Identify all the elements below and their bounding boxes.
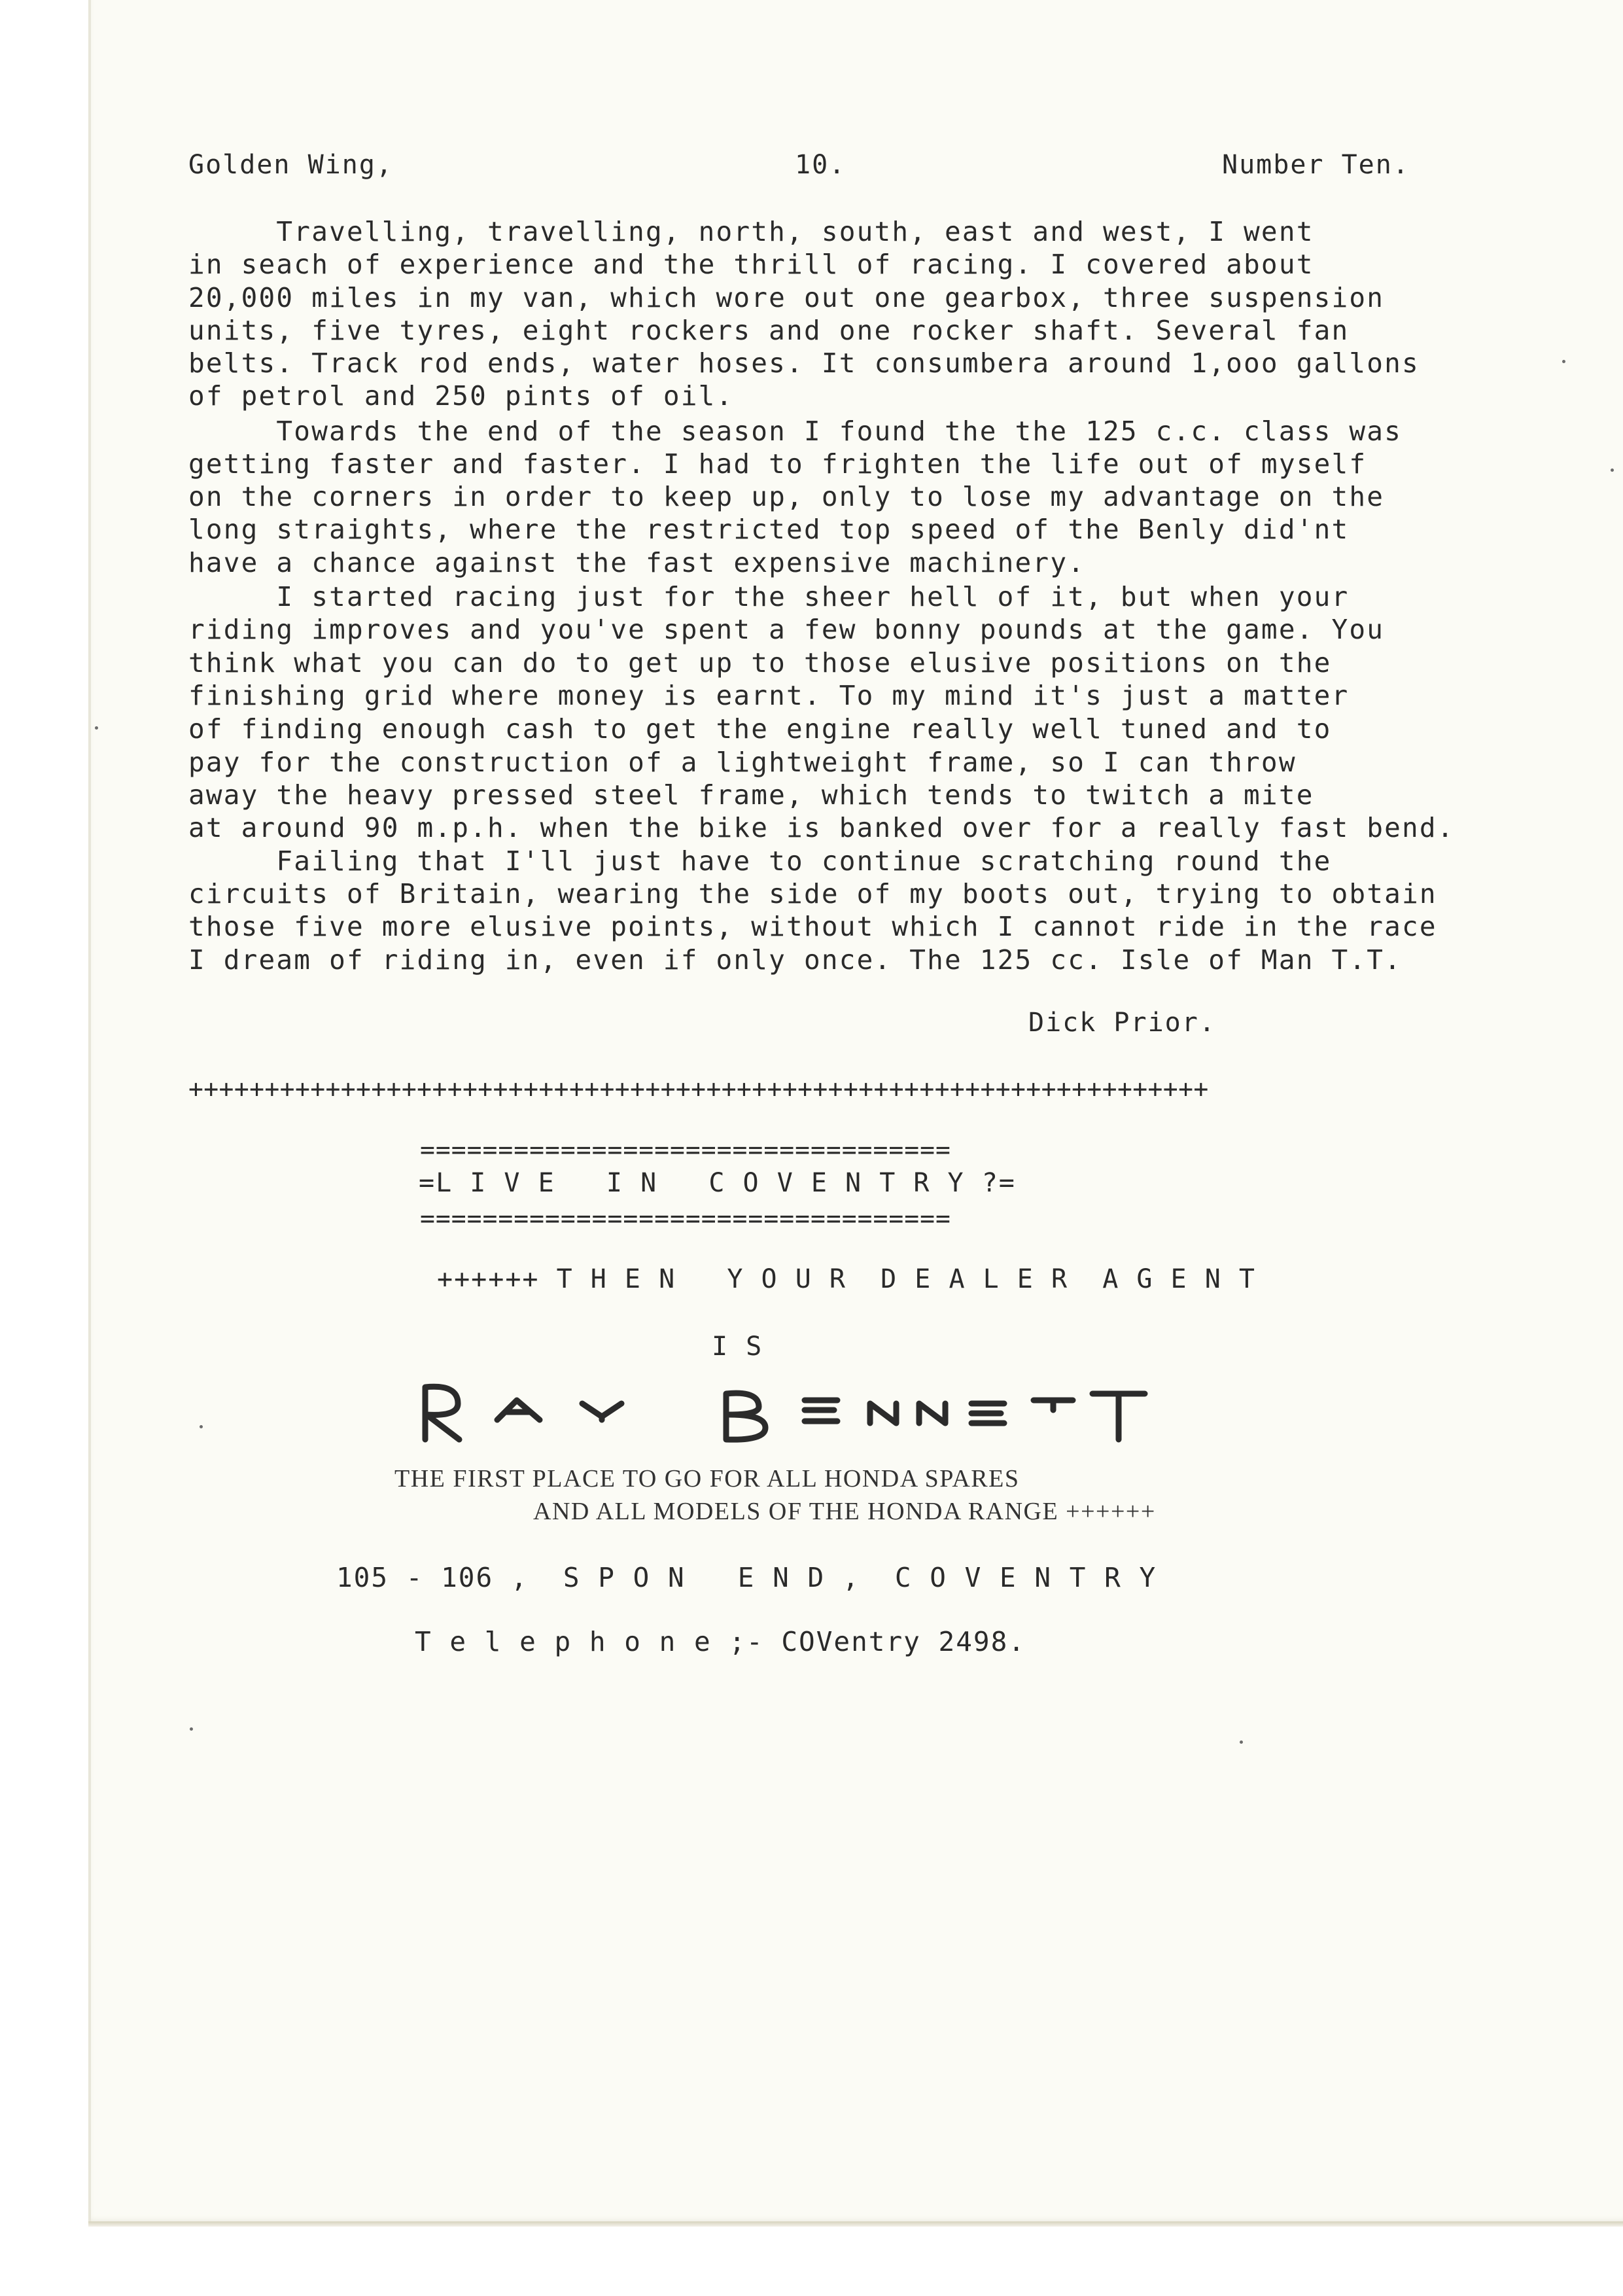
body-line: on the corners in order to keep up, only to lose my advantage on the bbox=[188, 481, 1385, 512]
ray-bennett-stamp-logo bbox=[419, 1374, 1269, 1446]
body-line: away the heavy pressed steel frame, which tends to twitch a mite bbox=[188, 779, 1314, 811]
advert-headline: =L I V E I N C O V E N T R Y ?= bbox=[419, 1168, 1016, 1198]
body-line: circuits of Britain, wearing the side of my boots out, trying to obtain bbox=[188, 878, 1437, 910]
body-line: I started racing just for the sheer hell of it, but when your bbox=[188, 581, 1350, 612]
body-line: at around 90 m.p.h. when the bike is banked over for a really fast bend. bbox=[188, 812, 1455, 843]
body-line: Travelling, travelling, north, south, east and west, I went bbox=[188, 216, 1314, 247]
paper-speck bbox=[190, 1727, 193, 1731]
header-publication: Golden Wing, bbox=[188, 150, 393, 180]
advert-models-line: AND ALL MODELS OF THE HONDA RANGE ++++++ bbox=[533, 1498, 1156, 1525]
paper-speck bbox=[200, 1425, 203, 1428]
author-signature: Dick Prior. bbox=[1028, 1008, 1216, 1038]
paper-speck bbox=[1611, 468, 1614, 472]
body-line: units, five tyres, eight rockers and one rocker shaft. Several fan bbox=[188, 315, 1350, 346]
paper-speck bbox=[1562, 360, 1565, 363]
body-line: finishing grid where money is earnt. To my mind it's just a matter bbox=[188, 680, 1350, 711]
body-line: pay for the construction of a lightweight frame, so I can throw bbox=[188, 747, 1297, 778]
body-line: of finding enough cash to get the engine really well tuned and to bbox=[188, 713, 1332, 745]
advert-spares-line: THE FIRST PLACE TO GO FOR ALL HONDA SPARES bbox=[394, 1465, 1020, 1492]
paper-speck bbox=[95, 726, 98, 730]
body-line: have a chance against the fast expensive machinery. bbox=[188, 547, 1086, 578]
body-line: Failing that I'll just have to continue scratching round the bbox=[188, 845, 1332, 877]
body-line: I dream of riding in, even if only once. The 125 cc. Isle of Man T.T. bbox=[188, 944, 1403, 976]
body-line: 20,000 miles in my van, which wore out one gearbox, three suspension bbox=[188, 282, 1385, 313]
plus-divider: +++++++++++++++++++++++++++++++++++++++++++++++++++++++++++++++++++ bbox=[188, 1074, 1209, 1103]
body-line: riding improves and you've spent a few bonny pounds at the game. You bbox=[188, 614, 1385, 645]
body-line: belts. Track rod ends, water hoses. It consumbera around 1,ooo gallons bbox=[188, 347, 1420, 379]
advert-is-line: I S bbox=[712, 1332, 763, 1362]
body-line: think what you can do to get up to those elusive positions on the bbox=[188, 647, 1332, 679]
paper-speck bbox=[1240, 1740, 1243, 1744]
body-line: of petrol and 250 pints of oil. bbox=[188, 380, 734, 412]
advert-dealer-line: ++++++ T H E N Y O U R D E A L E R A G E N T bbox=[437, 1264, 1256, 1294]
paper-edge bbox=[88, 2221, 1623, 2227]
header-page-number: 10. bbox=[795, 150, 846, 180]
advert-telephone: T e l e p h o n e ;- COVentry 2498. bbox=[415, 1626, 1026, 1657]
advert-address: 105 - 106 , S P O N E N D , C O V E N T R Y bbox=[336, 1562, 1157, 1593]
body-line: in seach of experience and the thrill of racing. I covered about bbox=[188, 249, 1314, 280]
body-line: those five more elusive points, without which I cannot ride in the race bbox=[188, 911, 1437, 942]
equals-rule-bottom: ================================== bbox=[420, 1204, 951, 1233]
body-line: Towards the end of the season I found the the 125 c.c. class was bbox=[188, 415, 1403, 447]
body-line: getting faster and faster. I had to frighten the life out of myself bbox=[188, 448, 1367, 480]
body-line: long straights, where the restricted top speed of the Benly did'nt bbox=[188, 514, 1350, 545]
equals-rule-top: ================================== bbox=[420, 1135, 951, 1164]
header-issue: Number Ten. bbox=[1222, 150, 1410, 180]
